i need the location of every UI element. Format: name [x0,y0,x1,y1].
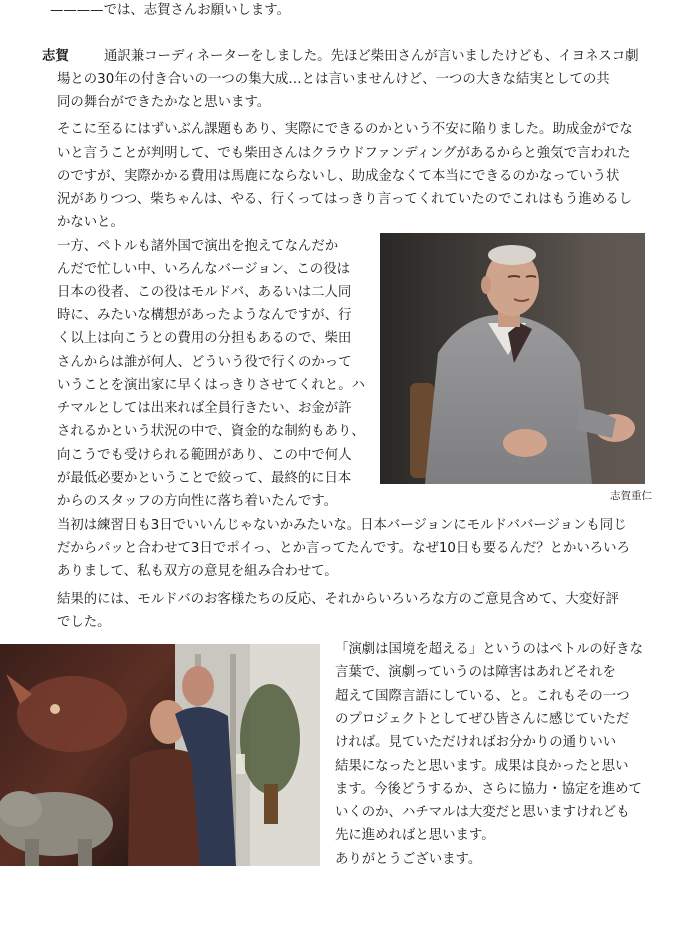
paragraph-line: 結果になったと思います。成果は良かったと思い [335,759,629,774]
portrait-photo [380,233,645,484]
paragraph-line: いくのか、ハチマルは大変だと思いますけれども [335,805,630,820]
paragraph-line: 一方、ペトルも諸外国で演出を抱えてなんだか [57,239,339,254]
paragraph-line: く以上は向こうとの費用の分担もあるので、柴田 [57,331,352,346]
paragraph-line: んだで忙しい中、いろんなバージョン、この役は [57,262,350,277]
paragraph-line: 同の舞台ができたかなと思います。 [57,95,271,110]
paragraph-line: からのスタッフの方向性に落ち着いたんです。 [57,494,338,509]
paragraph-line: 向こうでも受けられる範囲があり、この中で何人 [57,448,352,463]
speaker-label: 志賀 [42,49,69,64]
paragraph-line: だからパッと合わせて3日でポイっ、とか言ってたんです。なぜ10日も要るんだ？とかいろいろ [57,541,630,556]
event-illustration [0,644,320,866]
event-photo [0,644,320,866]
paragraph-line: 「演劇は国境を超える」というのはペトルの好きな [335,642,643,657]
intro-line: ————では、志賀さんお願いします。 [50,3,290,18]
paragraph-line: チマルとしては出来れば全員行きたい、お金が許 [57,401,352,416]
paragraph-line: ます。今後どうするか、さらに協力・協定を進めて [335,782,642,797]
paragraph-line: のですが、実際かかる費用は馬鹿にならないし、助成金なくて本当にできるのかなっていう状 [57,169,620,184]
paragraph-line: 当初は練習日も3日でいいんじゃないかみたいな。日本バージョンにモルドババージョンも同じ [57,518,627,533]
paragraph-line: 言葉で、演劇っていうのは障害はあれどそれを [335,665,616,680]
paragraph-line: 日本の役者、この役はモルドバ、あるいは二人同 [57,285,352,300]
paragraph-line: 時に、みたいな構想があったようなんですが、行 [57,308,352,323]
paragraph-line: でした。 [57,615,111,630]
paragraph-line: されるかという状況の中で、資金的な制約もあり、 [57,424,365,439]
paragraph-line: 場との30年の付き合いの一つの集大成…とは言いませんけど、一つの大きな結実としての共 [57,72,610,87]
paragraph-line: さんからは誰が何人、どういう役で行くのかって [57,355,352,370]
paragraph-line: 通訳兼コーディネーターをしました。先ほど柴田さんが言いましたけども、イヨネスコ劇 [104,49,639,64]
paragraph-line: そこに至るにはずいぶん課題もあり、実際にできるのかという不安に陥りました。助成金がでな [57,122,633,137]
paragraph-line: かないと。 [57,215,124,230]
paragraph-line: 況がありつつ、柴ちゃんは、やる、行くってはっきり言ってくれていたのでこれはもう進めるし [57,192,632,207]
paragraph-line: のプロジェクトとしてぜひ皆さんに感じていただ [335,712,630,727]
paragraph-line: ありまして、私も双方の意見を組み合わせて。 [57,564,338,579]
paragraph-line: 先に進めればと思います。 [335,828,495,843]
paragraph-line: ありがとうございます。 [335,852,482,867]
paragraph-line: ければ。見ていただければお分かりの通りいい [335,735,617,750]
paragraph-line: が最低必要かということで絞って、最終的に日本 [57,471,352,486]
portrait-illustration [380,233,645,484]
paragraph-line: いと言うことが判明して、でも柴田さんはクラウドファンディングがあるからと強気で言われた [57,146,631,161]
paragraph-line: 結果的には、モルドバのお客様たちの反応、それからいろいろな方のご意見含めて、大変好評 [57,592,619,607]
photo-caption: 志賀重仁 [610,490,652,502]
paragraph-line: 超えて国際言語にしている、と。これもその一つ [335,689,630,704]
paragraph-line: いうことを演出家に早くはっきりさせてくれと。ハ [57,378,365,393]
